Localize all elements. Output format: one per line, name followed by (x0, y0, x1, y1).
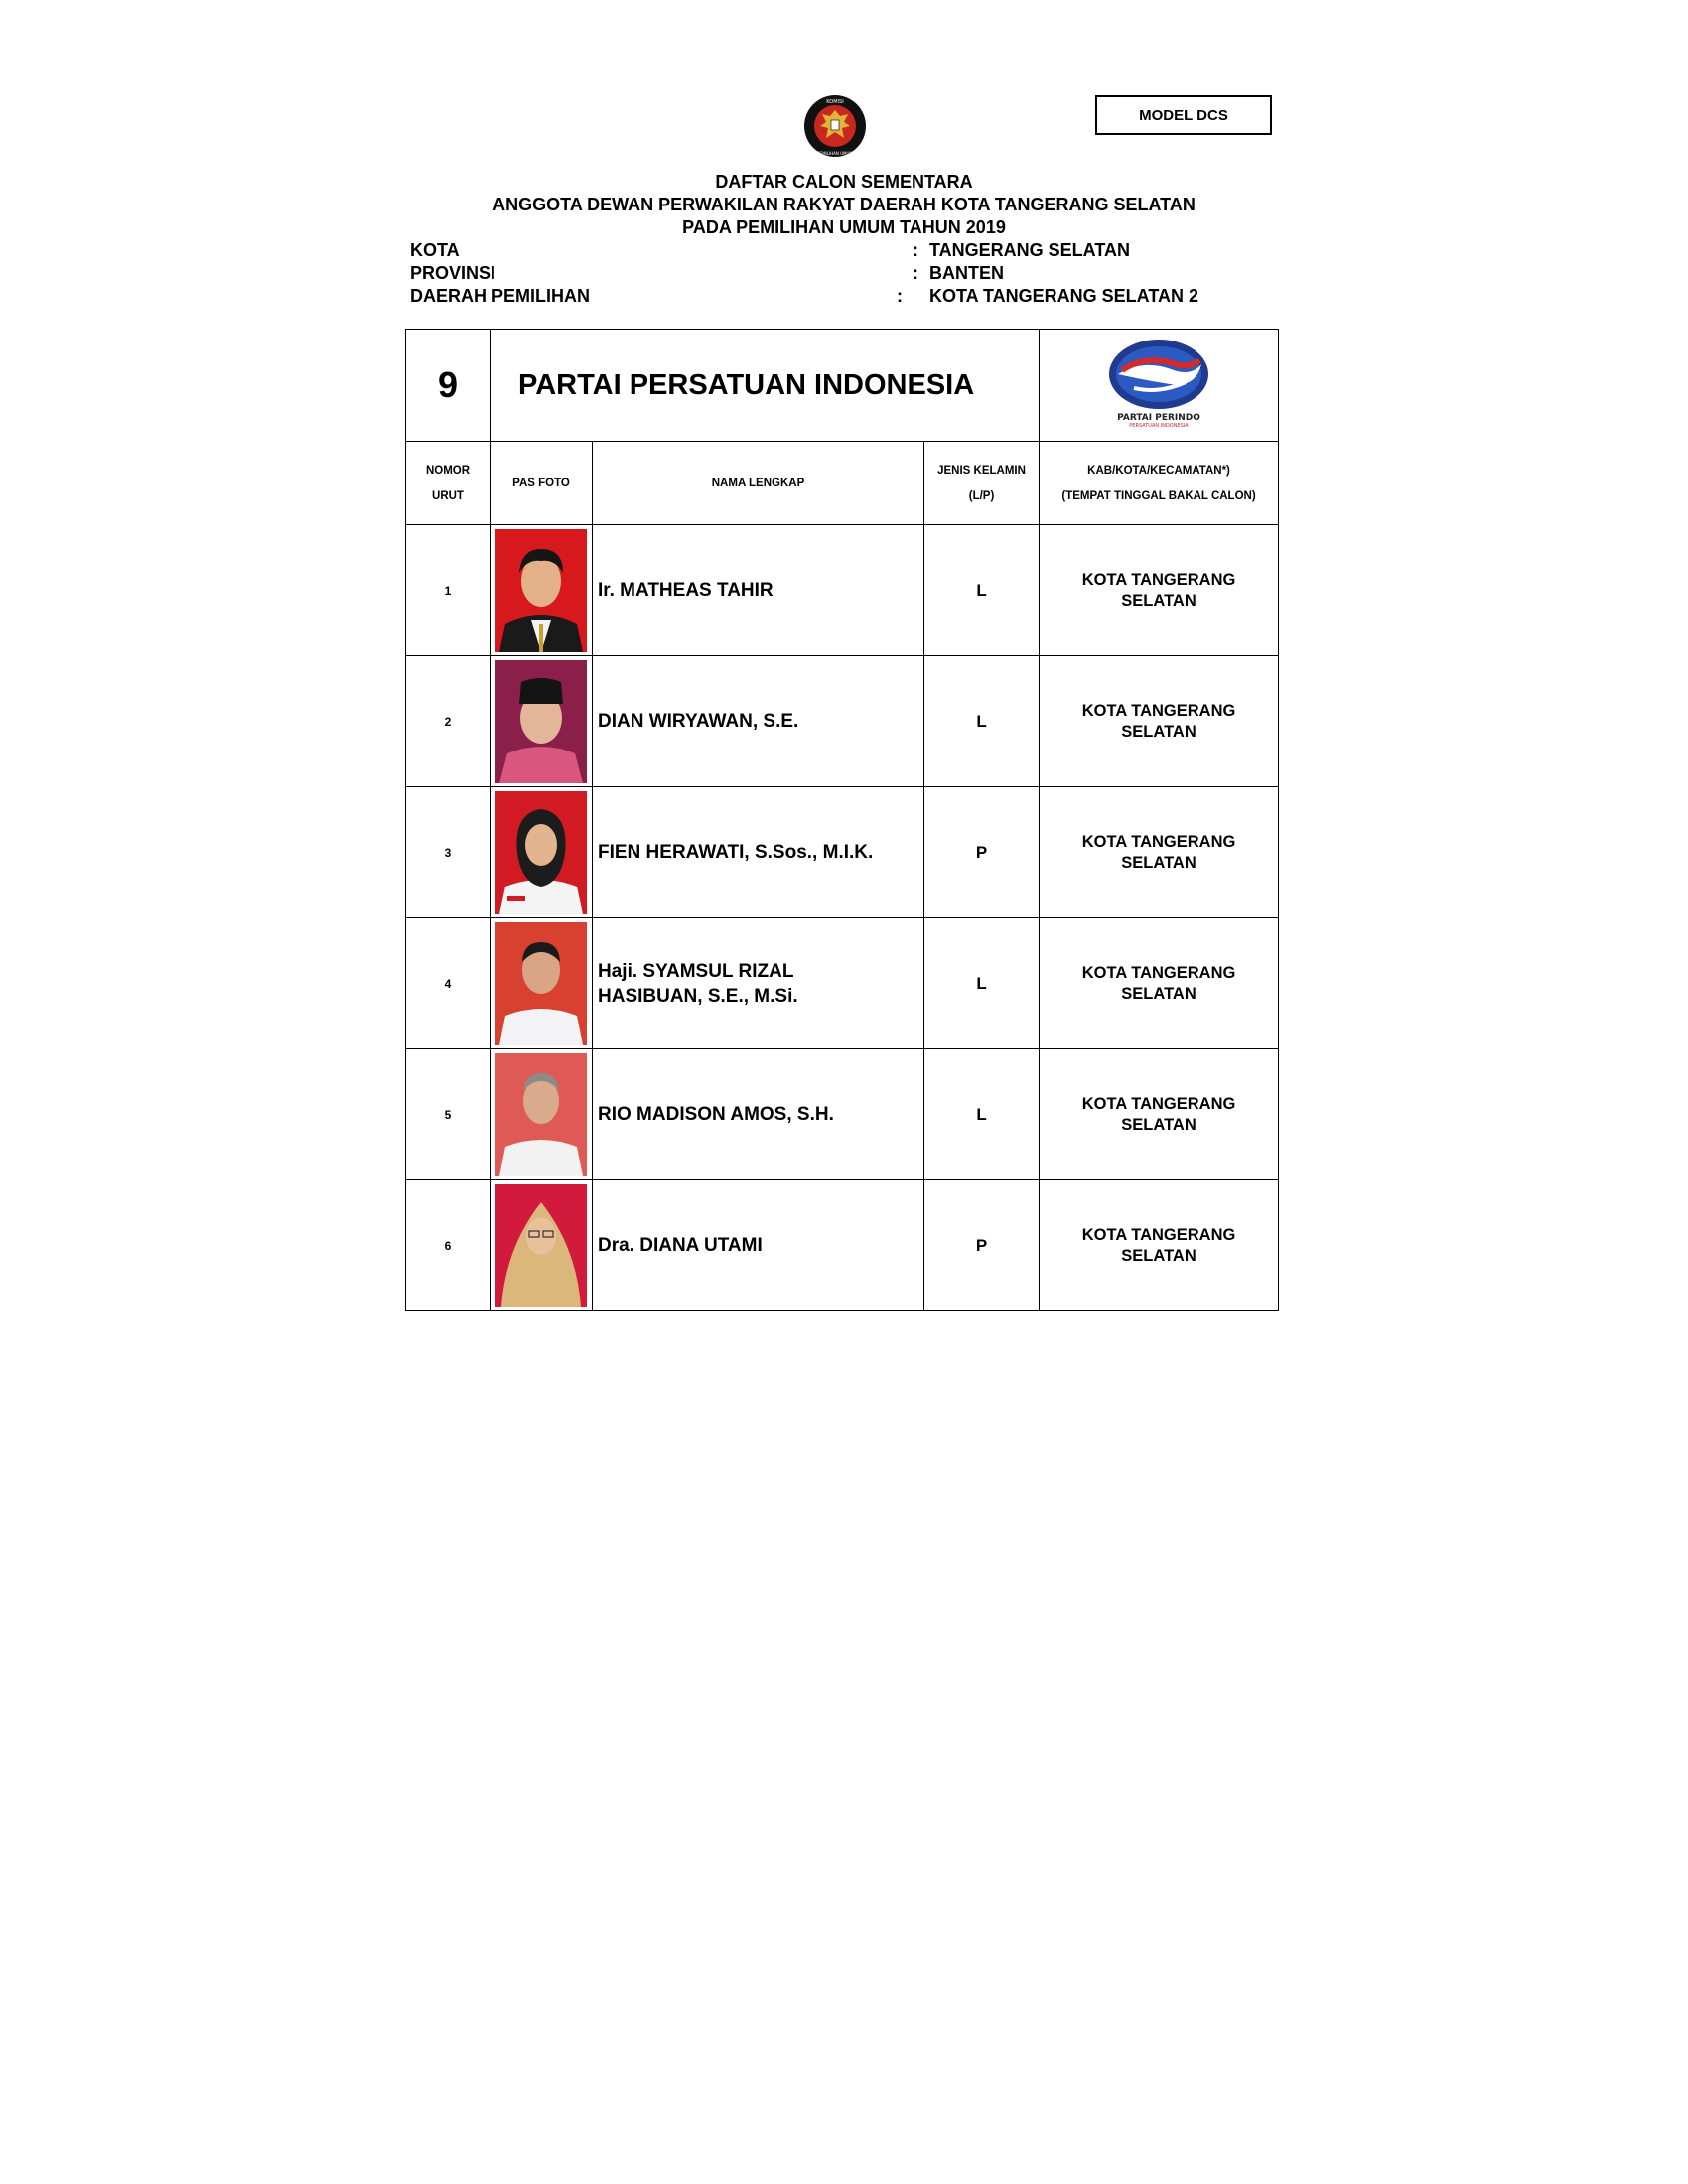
info-value: TANGERANG SELATAN (929, 240, 1130, 260)
info-colon: : (913, 240, 918, 260)
candidate-name-line1: Ir. MATHEAS TAHIR (598, 580, 774, 601)
candidate-photo (495, 922, 587, 1045)
candidate-table (405, 329, 1279, 1311)
candidate-location (1040, 525, 1279, 656)
candidate-number: 6 (406, 1180, 491, 1311)
candidate-name-line1: Dra. DIANA UTAMI (598, 1235, 763, 1256)
candidate-number: 5 (406, 1049, 491, 1180)
candidate-location (1040, 787, 1279, 918)
candidate-sex: L (924, 1049, 1040, 1180)
candidate-photo (495, 660, 587, 783)
candidate-location-line1: KOTA TANGERANG (1081, 1094, 1236, 1113)
table-row (406, 787, 1279, 918)
region-info (410, 239, 1304, 308)
candidate-name-line1: Haji. SYAMSUL RIZAL (598, 960, 794, 982)
title-line-3: PADA PEMILIHAN UMUM TAHUN 2019 (682, 217, 1006, 237)
candidate-location (1040, 918, 1279, 1049)
candidate-name (593, 1180, 924, 1311)
perindo-logo (1104, 337, 1213, 430)
header-loc-line2: (TEMPAT TINGGAL BAKAL CALON) (1061, 489, 1256, 502)
info-colon: : (897, 286, 903, 306)
candidate-name (593, 656, 924, 787)
info-daerah-pemilihan (410, 285, 1304, 308)
candidate-location-line2: SELATAN (1121, 984, 1196, 1003)
candidate-photo-cell (491, 787, 593, 918)
candidate-location-line1: KOTA TANGERANG (1081, 570, 1236, 589)
candidate-photo-cell (491, 918, 593, 1049)
table-row (406, 1049, 1279, 1180)
candidate-location-line2: SELATAN (1121, 853, 1196, 872)
header-nomor-urut (406, 442, 491, 525)
candidate-location-line2: SELATAN (1121, 722, 1196, 741)
info-colon: : (913, 263, 918, 283)
candidate-sex: P (924, 1180, 1040, 1311)
info-value: KOTA TANGERANG SELATAN 2 (929, 286, 1198, 306)
candidate-number: 3 (406, 787, 491, 918)
header-loc-line1: KAB/KOTA/KECAMATAN*) (1087, 464, 1230, 477)
candidate-name (593, 525, 924, 656)
candidate-location-line1: KOTA TANGERANG (1081, 963, 1236, 982)
model-label: MODEL DCS (1095, 95, 1272, 135)
candidate-number: 1 (406, 525, 491, 656)
candidate-photo-cell (491, 1180, 593, 1311)
candidate-photo-cell (491, 525, 593, 656)
candidate-photo-cell (491, 656, 593, 787)
header-nomor-line1: NOMOR (425, 464, 471, 477)
info-provinsi (410, 262, 1304, 285)
party-name: PARTAI PERSATUAN INDONESIA (491, 330, 1040, 442)
header-tempat-tinggal (1040, 442, 1279, 525)
candidate-name-line1: RIO MADISON AMOS, S.H. (598, 1104, 834, 1125)
candidate-sex: L (924, 656, 1040, 787)
candidate-location (1040, 1049, 1279, 1180)
document-title (298, 171, 1390, 239)
candidate-location-line2: SELATAN (1121, 1115, 1196, 1134)
candidate-photo (495, 791, 587, 914)
candidate-location (1040, 1180, 1279, 1311)
header-nomor-line2: URUT (432, 489, 464, 502)
kpu-logo-text-top: KOMISI (826, 99, 844, 105)
candidate-location-line1: KOTA TANGERANG (1081, 1225, 1236, 1244)
party-number: 9 (406, 330, 491, 442)
candidate-photo (495, 529, 587, 652)
candidate-name (593, 918, 924, 1049)
party-logo-cell (1040, 330, 1279, 442)
info-value: BANTEN (929, 263, 1004, 283)
candidate-location-line2: SELATAN (1121, 591, 1196, 610)
candidate-name-line1: DIAN WIRYAWAN, S.E. (598, 711, 799, 732)
header-jenis-kelamin (924, 442, 1040, 525)
candidate-sex: P (924, 787, 1040, 918)
candidate-name (593, 1049, 924, 1180)
title-line-2: ANGGOTA DEWAN PERWAKILAN RAKYAT DAERAH KOTA TANGERANG SELATAN (492, 195, 1196, 214)
table-row (406, 656, 1279, 787)
candidate-photo-cell (491, 1049, 593, 1180)
table-row (406, 918, 1279, 1049)
candidate-photo (495, 1053, 587, 1176)
table-row (406, 525, 1279, 656)
title-line-1: DAFTAR CALON SEMENTARA (715, 172, 973, 192)
candidate-location-line2: SELATAN (1121, 1246, 1196, 1265)
candidate-name (593, 787, 924, 918)
info-label: PROVINSI (410, 263, 496, 283)
candidate-photo (495, 1184, 587, 1307)
candidate-location (1040, 656, 1279, 787)
header-nama-lengkap: NAMA LENGKAP (593, 442, 924, 525)
party-logo-text: PARTAI PERINDO (1117, 412, 1200, 423)
table-row (406, 1180, 1279, 1311)
candidate-location-line1: KOTA TANGERANG (1081, 832, 1236, 851)
candidate-name-line2: HASIBUAN, S.E., M.Si. (598, 985, 798, 1007)
candidate-number: 2 (406, 656, 491, 787)
kpu-logo (800, 94, 870, 158)
candidate-sex: L (924, 918, 1040, 1049)
candidate-name-line1: FIEN HERAWATI, S.Sos., M.I.K. (598, 842, 874, 863)
candidate-sex: L (924, 525, 1040, 656)
candidate-location-line1: KOTA TANGERANG (1081, 701, 1236, 720)
header-sex-line1: JENIS KELAMIN (937, 464, 1026, 477)
party-logo-subtext: PERSATUAN INDONESIA (1129, 422, 1189, 429)
info-label: DAERAH PEMILIHAN (410, 286, 591, 306)
header-pas-foto: PAS FOTO (491, 442, 593, 525)
candidate-number: 4 (406, 918, 491, 1049)
header-sex-line2: (L/P) (968, 489, 995, 502)
info-kota (410, 239, 1304, 262)
party-row (406, 330, 1279, 442)
kpu-logo-text-bottom: PEMILIHAN UMUM (817, 151, 853, 156)
info-label: KOTA (410, 240, 460, 260)
header-row (406, 442, 1279, 525)
